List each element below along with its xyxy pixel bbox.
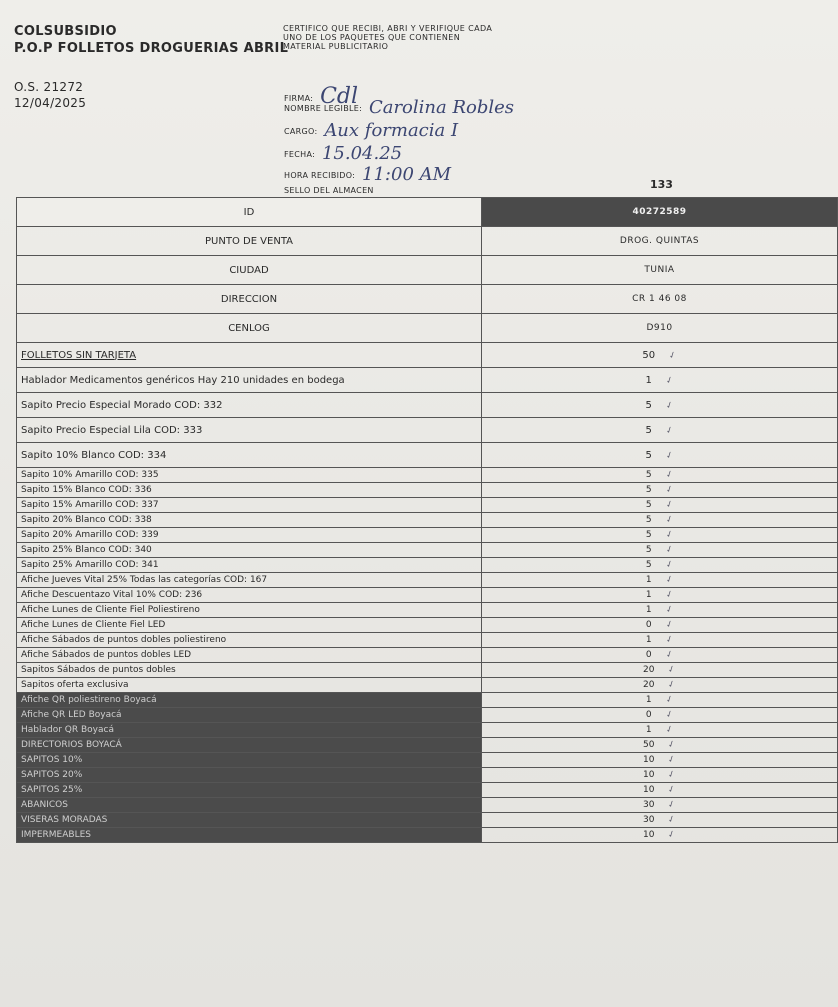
check-mark-icon: ✓ xyxy=(664,399,675,412)
header-left xyxy=(14,24,288,112)
item-label: Sapitos Sábados de puntos dobles xyxy=(17,663,482,678)
item-label: IMPERMEABLES xyxy=(17,828,482,843)
item-label: Sapito Precio Especial Lila COD: 333 xyxy=(17,418,482,443)
check-mark-icon: ✓ xyxy=(664,619,675,631)
cargo-label: CARGO: xyxy=(284,127,318,136)
item-qty xyxy=(482,798,838,813)
item-label: Hablador Medicamentos genéricos Hay 210 unidades en bodega xyxy=(17,368,482,393)
table-row xyxy=(17,558,838,573)
check-mark-icon: ✓ xyxy=(666,829,678,841)
info-row-punto xyxy=(17,227,838,256)
item-qty xyxy=(482,443,838,468)
item-qty xyxy=(482,753,838,768)
item-label: VISERAS MORADAS xyxy=(17,813,482,828)
table-row xyxy=(17,528,838,543)
item-label: Sapito Precio Especial Morado COD: 332 xyxy=(17,393,482,418)
info-value: D910 xyxy=(482,314,838,343)
check-mark-icon: ✓ xyxy=(664,529,675,541)
item-label: Afiche Sábados de puntos dobles LED xyxy=(17,648,482,663)
info-label: DIRECCION xyxy=(17,285,482,314)
hora-value: 11:00 AM xyxy=(362,164,452,185)
table-row xyxy=(17,663,838,678)
qty-value: 5 xyxy=(645,500,652,510)
check-mark-icon: ✓ xyxy=(666,814,678,826)
info-row-direccion xyxy=(17,285,838,314)
item-label: Sapito 20% Blanco COD: 338 xyxy=(17,513,482,528)
table-row xyxy=(17,603,838,618)
nombre-label: NOMBRE LEGIBLE: xyxy=(284,104,363,113)
firma-label: FIRMA: xyxy=(284,94,314,103)
certificate-statement: CERTIFICO QUE RECIBI, ABRI Y VERIFIQUE CADA UNO DE LOS PAQUETES QUE CONTIENEN MATERIAL PUBLICITARIO xyxy=(283,24,493,51)
item-qty xyxy=(482,558,838,573)
table-row xyxy=(17,588,838,603)
qty-value: 50 xyxy=(643,740,655,750)
check-mark-icon: ✓ xyxy=(664,589,675,601)
table-row xyxy=(17,813,838,828)
qty-value: 10 xyxy=(643,755,655,765)
item-qty xyxy=(482,678,838,693)
qty-value: 1 xyxy=(645,590,652,600)
qty-value: 5 xyxy=(645,449,652,461)
item-label: Sapito 20% Amarillo COD: 339 xyxy=(17,528,482,543)
item-qty xyxy=(482,768,838,783)
item-label: Sapito 15% Blanco COD: 336 xyxy=(17,483,482,498)
check-mark-icon: ✓ xyxy=(664,484,675,496)
table-row xyxy=(17,393,838,418)
check-mark-icon: ✓ xyxy=(664,604,675,616)
item-qty xyxy=(482,708,838,723)
item-label: SAPITOS 25% xyxy=(17,783,482,798)
table-row xyxy=(17,678,838,693)
item-qty xyxy=(482,393,838,418)
item-qty xyxy=(482,498,838,513)
info-label: ID xyxy=(17,198,482,227)
info-row-ciudad xyxy=(17,256,838,285)
delivery-table xyxy=(16,197,838,843)
item-qty xyxy=(482,648,838,663)
qty-value: 5 xyxy=(645,424,652,436)
item-qty xyxy=(482,588,838,603)
qty-value: 5 xyxy=(645,560,652,570)
qty-value: 0 xyxy=(645,650,652,660)
item-label: ABANICOS xyxy=(17,798,482,813)
item-qty xyxy=(482,603,838,618)
item-qty xyxy=(482,528,838,543)
item-qty xyxy=(482,343,838,368)
qty-value: 10 xyxy=(643,830,655,840)
item-label: FOLLETOS SIN TARJETA xyxy=(17,343,482,368)
item-label: Sapito 25% Amarillo COD: 341 xyxy=(17,558,482,573)
check-mark-icon: ✓ xyxy=(664,574,675,586)
table-row xyxy=(17,648,838,663)
table-row xyxy=(17,468,838,483)
table-row xyxy=(17,343,838,368)
item-label: Hablador QR Boyacá xyxy=(17,723,482,738)
item-label: Afiche Lunes de Cliente Fiel Poliestireno xyxy=(17,603,482,618)
check-mark-icon: ✓ xyxy=(664,694,675,706)
check-mark-icon: ✓ xyxy=(666,664,678,676)
check-mark-icon: ✓ xyxy=(666,754,678,766)
qty-value: 50 xyxy=(642,349,656,361)
table-row xyxy=(17,783,838,798)
check-mark-icon: ✓ xyxy=(666,784,678,796)
item-qty xyxy=(482,693,838,708)
document-date: 12/04/2025 xyxy=(14,96,87,110)
table-row xyxy=(17,418,838,443)
qty-value: 5 xyxy=(645,485,652,495)
check-mark-icon: ✓ xyxy=(666,799,678,811)
table-row xyxy=(17,753,838,768)
check-mark-icon: ✓ xyxy=(664,709,675,721)
item-qty xyxy=(482,723,838,738)
item-label: Afiche Lunes de Cliente Fiel LED xyxy=(17,618,482,633)
qty-value: 1 xyxy=(645,575,652,585)
info-label: CENLOG xyxy=(17,314,482,343)
qty-value: 5 xyxy=(645,545,652,555)
table-row xyxy=(17,738,838,753)
item-label: DIRECTORIOS BOYACÁ xyxy=(17,738,482,753)
item-qty xyxy=(482,618,838,633)
hora-label: HORA RECIBIDO: xyxy=(284,171,356,180)
table-row xyxy=(17,368,838,393)
table-row xyxy=(17,768,838,783)
check-mark-icon: ✓ xyxy=(664,514,675,526)
qty-value: 1 xyxy=(645,725,652,735)
page-number: 133 xyxy=(650,178,673,191)
qty-value: 10 xyxy=(643,770,655,780)
item-label: SAPITOS 10% xyxy=(17,753,482,768)
check-mark-icon: ✓ xyxy=(664,499,675,511)
qty-value: 1 xyxy=(645,635,652,645)
item-qty xyxy=(482,633,838,648)
check-mark-icon: ✓ xyxy=(664,424,675,437)
item-qty xyxy=(482,738,838,753)
item-label: Afiche Descuentazo Vital 10% COD: 236 xyxy=(17,588,482,603)
item-qty xyxy=(482,418,838,443)
item-label: Sapito 25% Blanco COD: 340 xyxy=(17,543,482,558)
check-mark-icon: ✓ xyxy=(666,739,678,751)
campaign-title: P.O.P FOLLETOS DROGUERIAS ABRIL xyxy=(14,41,289,56)
table-row xyxy=(17,513,838,528)
check-mark-icon: ✓ xyxy=(664,559,675,571)
check-mark-icon: ✓ xyxy=(667,349,679,362)
check-mark-icon: ✓ xyxy=(664,449,675,462)
qty-value: 20 xyxy=(643,680,655,690)
item-qty xyxy=(482,783,838,798)
cargo-value: Aux formacia I xyxy=(324,120,459,141)
item-label: Sapito 10% Amarillo COD: 335 xyxy=(17,468,482,483)
fecha-field xyxy=(284,143,402,164)
order-number: O.S. 21272 xyxy=(14,80,84,94)
item-qty xyxy=(482,543,838,558)
qty-value: 5 xyxy=(645,530,652,540)
fecha-label: FECHA: xyxy=(284,150,316,159)
info-label: CIUDAD xyxy=(17,256,482,285)
qty-value: 1 xyxy=(645,374,652,386)
item-qty xyxy=(482,573,838,588)
qty-value: 1 xyxy=(645,605,652,615)
table-row xyxy=(17,633,838,648)
nombre-field xyxy=(284,97,514,118)
table-row xyxy=(17,443,838,468)
item-label: Afiche QR poliestireno Boyacá xyxy=(17,693,482,708)
table-row xyxy=(17,723,838,738)
table-row xyxy=(17,498,838,513)
item-qty xyxy=(482,828,838,843)
qty-value: 30 xyxy=(643,815,655,825)
company-name: COLSUBSIDIO xyxy=(14,24,117,39)
check-mark-icon: ✓ xyxy=(666,769,678,781)
item-qty xyxy=(482,468,838,483)
check-mark-icon: ✓ xyxy=(664,649,675,661)
fecha-value: 15.04.25 xyxy=(321,143,403,164)
item-label: Afiche Jueves Vital 25% Todas las categorías COD: 167 xyxy=(17,573,482,588)
table-row xyxy=(17,618,838,633)
item-label: SAPITOS 20% xyxy=(17,768,482,783)
info-row-id xyxy=(17,198,838,227)
info-value: 40272589 xyxy=(482,198,838,227)
info-label: PUNTO DE VENTA xyxy=(17,227,482,256)
item-label: Sapito 10% Blanco COD: 334 xyxy=(17,443,482,468)
item-label: Sapitos oferta exclusiva xyxy=(17,678,482,693)
check-mark-icon: ✓ xyxy=(666,679,678,691)
check-mark-icon: ✓ xyxy=(664,469,675,481)
qty-value: 0 xyxy=(645,710,652,720)
qty-value: 1 xyxy=(645,695,652,705)
sello-field xyxy=(284,186,374,195)
handwritten-signature: Cdl xyxy=(320,84,359,109)
table-row xyxy=(17,483,838,498)
qty-value: 5 xyxy=(645,470,652,480)
table-row xyxy=(17,573,838,588)
info-row-cenlog xyxy=(17,314,838,343)
table-row xyxy=(17,693,838,708)
hora-field xyxy=(284,164,451,185)
qty-value: 5 xyxy=(645,515,652,525)
check-mark-icon: ✓ xyxy=(664,724,675,736)
info-value: CR 1 46 08 xyxy=(482,285,838,314)
item-label: Afiche Sábados de puntos dobles poliestireno xyxy=(17,633,482,648)
item-qty xyxy=(482,483,838,498)
item-qty xyxy=(482,513,838,528)
info-value: DROG. QUINTAS xyxy=(482,227,838,256)
qty-value: 0 xyxy=(645,620,652,630)
check-mark-icon: ✓ xyxy=(664,544,675,556)
qty-value: 20 xyxy=(643,665,655,675)
item-qty xyxy=(482,663,838,678)
item-label: Afiche QR LED Boyacá xyxy=(17,708,482,723)
cargo-field xyxy=(284,120,458,141)
table-row xyxy=(17,543,838,558)
nombre-value: Carolina Robles xyxy=(368,97,515,118)
qty-value: 10 xyxy=(643,785,655,795)
qty-value: 30 xyxy=(643,800,655,810)
table-row xyxy=(17,828,838,843)
check-mark-icon: ✓ xyxy=(664,374,675,387)
item-qty xyxy=(482,368,838,393)
qty-value: 5 xyxy=(645,399,652,411)
item-label: Sapito 15% Amarillo COD: 337 xyxy=(17,498,482,513)
table-row xyxy=(17,798,838,813)
table-row xyxy=(17,708,838,723)
info-value: TUNIA xyxy=(482,256,838,285)
check-mark-icon: ✓ xyxy=(664,634,675,646)
item-qty xyxy=(482,813,838,828)
sello-label: SELLO DEL ALMACEN xyxy=(284,186,374,195)
